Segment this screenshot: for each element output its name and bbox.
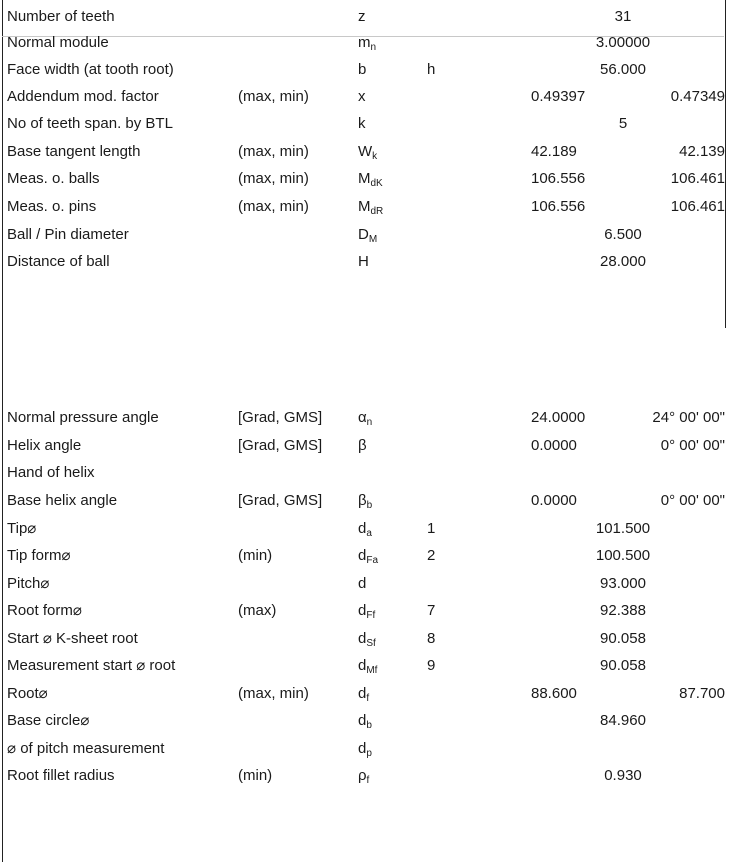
symbol-main: d [358, 630, 367, 647]
row-label: Root⌀ [7, 685, 48, 702]
row-symbol [358, 653, 377, 679]
row-symbol [358, 405, 372, 431]
value-max: 106.556 [531, 198, 586, 215]
symbol-subscript: n [366, 417, 373, 428]
row-qualifier: [Grad, GMS] [238, 492, 323, 509]
symbol-main: D [358, 226, 369, 243]
table-row [0, 30, 732, 56]
row-symbol [358, 433, 367, 459]
row-symbol [358, 57, 366, 83]
symbol-main: k [358, 115, 366, 132]
row-label: Base circle⌀ [7, 712, 90, 729]
table-row [0, 57, 732, 83]
value-min: 24° 00' 00" [652, 409, 725, 426]
symbol-subscript: f [366, 775, 370, 786]
row-label: Ball / Pin diameter [7, 226, 129, 243]
table-row [0, 111, 732, 137]
value-min: 0° 00' 00" [660, 437, 725, 454]
table-row [0, 736, 732, 762]
row-qualifier: [Grad, GMS] [238, 437, 323, 454]
value: 90.058 [600, 657, 646, 674]
symbol-subscript: f [366, 693, 370, 704]
row-symbol [358, 139, 377, 165]
row-label: Base helix angle [7, 492, 118, 509]
symbol-main: z [358, 8, 366, 25]
table-row [0, 433, 732, 459]
table-row [0, 543, 732, 569]
row-symbol [358, 222, 377, 248]
symbol-subscript: Mf [366, 665, 378, 676]
table-row [0, 598, 732, 624]
row-label: Meas. o. pins [7, 198, 97, 215]
table-row [0, 84, 732, 110]
row-qualifier: (max, min) [238, 198, 309, 215]
row-qualifier: (min) [238, 767, 273, 784]
table-row [0, 708, 732, 734]
value: 6.500 [604, 226, 642, 243]
value-max: 88.600 [531, 685, 577, 702]
row-qualifier: (max, min) [238, 143, 309, 160]
row-symbol [358, 516, 372, 542]
table-row [0, 681, 732, 707]
value-min: 87.700 [679, 685, 725, 702]
symbol-subscript: Fa [366, 555, 379, 566]
row-qualifier: (min) [238, 547, 273, 564]
row-symbol [358, 763, 369, 789]
table-row [0, 405, 732, 431]
value-min: 0.47349 [670, 88, 725, 105]
value-max: 106.556 [531, 170, 586, 187]
row-symbol [358, 681, 369, 707]
row-label: Root form⌀ [7, 602, 82, 619]
row-symbol [358, 571, 366, 597]
value-max: 0.0000 [531, 437, 577, 454]
table-row [0, 653, 732, 679]
row-label: Helix angle [7, 437, 82, 454]
symbol-subscript: dR [370, 206, 384, 217]
table-row [0, 4, 732, 30]
row-symbol [358, 84, 366, 110]
value-min: 106.461 [670, 198, 725, 215]
symbol-main: β [358, 492, 367, 509]
row-symbol [358, 708, 372, 734]
row-qualifier: (max, min) [238, 88, 309, 105]
symbol-main: M [358, 170, 371, 187]
value-max: 0.0000 [531, 492, 577, 509]
row-label: Normal module [7, 34, 109, 51]
row-reference: 2 [427, 547, 436, 564]
symbol-subscript: k [372, 151, 378, 162]
symbol-main: d [358, 740, 367, 757]
symbol-subscript: Sf [366, 638, 376, 649]
table-row [0, 249, 732, 275]
symbol-subscript: a [366, 528, 372, 539]
value: 93.000 [600, 575, 646, 592]
symbol-main: b [358, 61, 367, 78]
value: 84.960 [600, 712, 646, 729]
value: 31 [614, 8, 632, 25]
value: 92.388 [600, 602, 646, 619]
row-symbol [358, 626, 376, 652]
value: 5 [618, 115, 628, 132]
row-qualifier: (max, min) [238, 685, 309, 702]
row-label: Number of teeth [7, 8, 115, 25]
table-row [0, 166, 732, 192]
value: 90.058 [600, 630, 646, 647]
row-qualifier: (max) [238, 602, 277, 619]
row-label: ⌀ of pitch measurement [7, 740, 165, 757]
row-qualifier: (max, min) [238, 170, 309, 187]
value-min: 42.139 [679, 143, 725, 160]
row-label: Pitch⌀ [7, 575, 50, 592]
symbol-main: ρ [358, 767, 367, 784]
symbol-main: α [358, 409, 367, 426]
symbol-main: d [358, 602, 367, 619]
symbol-main: d [358, 520, 367, 537]
row-label: No of teeth span. by BTL [7, 115, 173, 132]
row-label: Meas. o. balls [7, 170, 100, 187]
value: 100.500 [595, 547, 651, 564]
symbol-main: H [358, 253, 369, 270]
row-reference: 8 [427, 630, 436, 647]
symbol-subscript: b [366, 720, 372, 731]
value-max: 42.189 [531, 143, 577, 160]
row-symbol [358, 488, 372, 514]
row-label: Normal pressure angle [7, 409, 159, 426]
row-symbol [358, 194, 383, 220]
symbol-main: d [358, 685, 367, 702]
value-max: 0.49397 [531, 88, 586, 105]
table-row [0, 571, 732, 597]
row-label: Addendum mod. factor [7, 88, 159, 105]
value: 56.000 [600, 61, 646, 78]
symbol-main: d [358, 575, 367, 592]
value: 28.000 [600, 253, 646, 270]
symbol-subscript: M [368, 234, 378, 245]
symbol-main: W [358, 143, 373, 160]
value-min: 106.461 [670, 170, 725, 187]
row-reference: 1 [427, 520, 436, 537]
symbol-main: M [358, 198, 371, 215]
row-label: Tip form⌀ [7, 547, 71, 564]
symbol-subscript: dK [370, 178, 383, 189]
row-label: Distance of ball [7, 253, 110, 270]
symbol-main: d [358, 712, 367, 729]
row-label: Face width (at tooth root) [7, 61, 174, 78]
row-label: Hand of helix [7, 464, 95, 481]
row-label: Base tangent length [7, 143, 141, 160]
row-label: Root fillet radius [7, 767, 115, 784]
table-row [0, 139, 732, 165]
value-min: 0° 00' 00" [660, 492, 725, 509]
row-symbol [358, 111, 366, 137]
row-label: Tip⌀ [7, 520, 37, 537]
row-symbol [358, 30, 376, 56]
row-symbol [358, 4, 366, 30]
row-label: Start ⌀ K-sheet root [7, 630, 138, 647]
symbol-subscript: Ff [366, 610, 376, 621]
value: 3.00000 [595, 34, 651, 51]
row-reference: 7 [427, 602, 436, 619]
symbol-subscript: b [366, 500, 373, 511]
value: 0.930 [604, 767, 642, 784]
symbol-main: x [358, 88, 366, 105]
symbol-subscript: p [366, 748, 372, 759]
table-row [0, 194, 732, 220]
row-reference: h [427, 61, 436, 78]
table-row [0, 222, 732, 248]
symbol-main: β [358, 437, 367, 454]
row-reference: 9 [427, 657, 436, 674]
row-symbol [358, 598, 375, 624]
value-max: 24.0000 [531, 409, 586, 426]
row-symbol [358, 543, 378, 569]
symbol-main: d [358, 547, 367, 564]
row-symbol [358, 736, 372, 762]
table-row [0, 516, 732, 542]
symbol-main: d [358, 657, 367, 674]
row-symbol [358, 249, 369, 275]
table-row [0, 763, 732, 789]
value: 101.500 [595, 520, 651, 537]
symbol-main: m [358, 34, 371, 51]
symbol-subscript: n [370, 42, 377, 53]
table-row [0, 626, 732, 652]
table-row [0, 488, 732, 514]
row-symbol [358, 166, 383, 192]
row-label: Measurement start ⌀ root [7, 657, 176, 674]
table-row [0, 460, 732, 486]
row-qualifier: [Grad, GMS] [238, 409, 323, 426]
